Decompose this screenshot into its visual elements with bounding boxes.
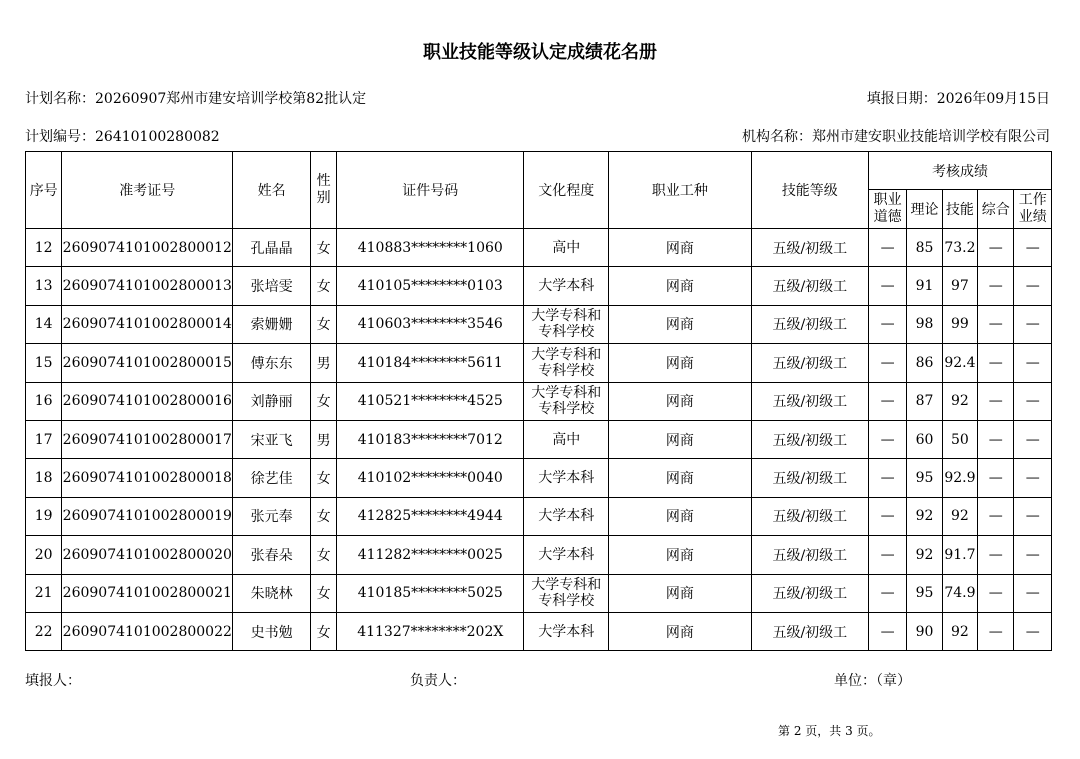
cell-occupation: 网商 (609, 267, 752, 305)
cell-education: 大学专科和 专科学校 (524, 305, 609, 343)
cell-seq: 17 (26, 420, 62, 458)
cell-name: 孔晶晶 (233, 229, 311, 267)
header-seq: 序号 (26, 152, 62, 229)
cell-skill: 92.4 (942, 344, 977, 382)
cell-ethics: — (868, 459, 906, 497)
cell-ethics: — (868, 536, 906, 574)
cell-skill-level: 五级/初级工 (751, 344, 868, 382)
cell-skill-level: 五级/初级工 (751, 459, 868, 497)
cell-seq: 20 (26, 536, 62, 574)
cell-name: 张春朵 (233, 536, 311, 574)
cell-gender: 女 (311, 536, 337, 574)
cell-id-no: 410183********7012 (337, 420, 524, 458)
cell-seq: 13 (26, 267, 62, 305)
table-row (26, 497, 1052, 535)
cell-skill: 73.2 (942, 229, 977, 267)
cell-occupation: 网商 (609, 420, 752, 458)
plan-number: 计划编号：26410100280082 (25, 129, 220, 145)
cell-seq: 21 (26, 574, 62, 612)
table-row (26, 420, 1052, 458)
cell-work: — (1014, 229, 1052, 267)
cell-skill-level: 五级/初级工 (751, 267, 868, 305)
table-row (26, 382, 1052, 420)
table-row (26, 344, 1052, 382)
cell-education: 大学本科 (524, 536, 609, 574)
cell-seq: 19 (26, 497, 62, 535)
cell-work: — (1014, 612, 1052, 650)
cell-gender: 女 (311, 612, 337, 650)
cell-occupation: 网商 (609, 382, 752, 420)
cell-occupation: 网商 (609, 574, 752, 612)
cell-work: — (1014, 536, 1052, 574)
cell-name: 宋亚飞 (233, 420, 311, 458)
cell-theory: 91 (907, 267, 942, 305)
cell-id-no: 411282********0025 (337, 536, 524, 574)
document-title: 职业技能等级认定成绩花名册 (423, 42, 657, 63)
cell-skill: 99 (942, 305, 977, 343)
table-row (26, 267, 1052, 305)
header-scores: 考核成绩 (868, 152, 1051, 190)
results-table (25, 151, 1052, 651)
table-row (26, 459, 1052, 497)
cell-work: — (1014, 267, 1052, 305)
cell-occupation: 网商 (609, 497, 752, 535)
cell-education: 高中 (524, 229, 609, 267)
cell-work: — (1014, 305, 1052, 343)
cell-skill-level: 五级/初级工 (751, 612, 868, 650)
cell-education: 大学本科 (524, 267, 609, 305)
cell-overall: — (978, 420, 1014, 458)
header-overall: 综合 (978, 190, 1014, 229)
cell-id-no: 410105********0103 (337, 267, 524, 305)
cell-exam-no: 2609074101002800017 (62, 420, 233, 458)
cell-skill-level: 五级/初级工 (751, 305, 868, 343)
cell-gender: 女 (311, 459, 337, 497)
cell-exam-no: 2609074101002800018 (62, 459, 233, 497)
cell-id-no: 410521********4525 (337, 382, 524, 420)
cell-overall: — (978, 497, 1014, 535)
cell-theory: 95 (907, 459, 942, 497)
cell-theory: 95 (907, 574, 942, 612)
cell-skill-level: 五级/初级工 (751, 382, 868, 420)
table-row (26, 536, 1052, 574)
cell-id-no: 410603********3546 (337, 305, 524, 343)
cell-theory: 92 (907, 536, 942, 574)
cell-overall: — (978, 267, 1014, 305)
cell-exam-no: 2609074101002800012 (62, 229, 233, 267)
page-indicator: 第 2 页，共 3 页。 (778, 724, 881, 738)
table-row (26, 612, 1052, 650)
cell-seq: 18 (26, 459, 62, 497)
organization-name: 机构名称：郑州市建安职业技能培训学校有限公司 (742, 129, 1050, 145)
cell-occupation: 网商 (609, 612, 752, 650)
cell-id-no: 412825********4944 (337, 497, 524, 535)
cell-id-no: 410184********5611 (337, 344, 524, 382)
cell-overall: — (978, 382, 1014, 420)
cell-name: 刘静丽 (233, 382, 311, 420)
cell-id-no: 410883********1060 (337, 229, 524, 267)
cell-work: — (1014, 459, 1052, 497)
cell-education: 大学本科 (524, 497, 609, 535)
cell-overall: — (978, 229, 1014, 267)
cell-gender: 女 (311, 382, 337, 420)
cell-education: 大学专科和 专科学校 (524, 344, 609, 382)
cell-name: 索姗姗 (233, 305, 311, 343)
cell-education: 大学专科和 专科学校 (524, 382, 609, 420)
cell-gender: 女 (311, 574, 337, 612)
cell-occupation: 网商 (609, 229, 752, 267)
cell-overall: — (978, 574, 1014, 612)
cell-ethics: — (868, 305, 906, 343)
cell-id-no: 411327********202X (337, 612, 524, 650)
unit-seal-label: 单位：（章） (834, 673, 911, 689)
cell-overall: — (978, 459, 1014, 497)
header-occupation: 职业工种 (609, 152, 752, 229)
cell-work: — (1014, 420, 1052, 458)
cell-occupation: 网商 (609, 305, 752, 343)
cell-seq: 15 (26, 344, 62, 382)
cell-name: 徐艺佳 (233, 459, 311, 497)
cell-skill: 91.7 (942, 536, 977, 574)
cell-overall: — (978, 612, 1014, 650)
table-header (26, 152, 1052, 229)
cell-skill-level: 五级/初级工 (751, 497, 868, 535)
cell-ethics: — (868, 497, 906, 535)
cell-theory: 92 (907, 497, 942, 535)
cell-theory: 60 (907, 420, 942, 458)
cell-occupation: 网商 (609, 459, 752, 497)
cell-skill-level: 五级/初级工 (751, 574, 868, 612)
cell-seq: 16 (26, 382, 62, 420)
cell-theory: 85 (907, 229, 942, 267)
cell-exam-no: 2609074101002800021 (62, 574, 233, 612)
cell-id-no: 410185********5025 (337, 574, 524, 612)
cell-overall: — (978, 344, 1014, 382)
cell-ethics: — (868, 229, 906, 267)
cell-ethics: — (868, 574, 906, 612)
cell-skill-level: 五级/初级工 (751, 536, 868, 574)
header-exam-no: 准考证号 (62, 152, 233, 229)
cell-gender: 女 (311, 229, 337, 267)
cell-gender: 女 (311, 305, 337, 343)
cell-ethics: — (868, 420, 906, 458)
fill-date: 填报日期：2026年09月15日 (866, 91, 1050, 107)
cell-overall: — (978, 305, 1014, 343)
cell-occupation: 网商 (609, 536, 752, 574)
cell-skill: 92 (942, 497, 977, 535)
cell-occupation: 网商 (609, 344, 752, 382)
cell-work: — (1014, 344, 1052, 382)
cell-work: — (1014, 382, 1052, 420)
header-ethics: 职业 道德 (868, 190, 906, 229)
header-skill-level: 技能等级 (751, 152, 868, 229)
filler-label: 填报人： (25, 673, 81, 689)
table-row (26, 305, 1052, 343)
cell-gender: 女 (311, 267, 337, 305)
cell-id-no: 410102********0040 (337, 459, 524, 497)
cell-education: 大学专科和 专科学校 (524, 574, 609, 612)
cell-gender: 男 (311, 420, 337, 458)
header-name: 姓名 (233, 152, 311, 229)
cell-theory: 86 (907, 344, 942, 382)
cell-exam-no: 2609074101002800013 (62, 267, 233, 305)
cell-gender: 女 (311, 497, 337, 535)
cell-skill: 92 (942, 612, 977, 650)
table-body (26, 229, 1052, 651)
cell-seq: 22 (26, 612, 62, 650)
cell-ethics: — (868, 344, 906, 382)
cell-exam-no: 2609074101002800015 (62, 344, 233, 382)
cell-exam-no: 2609074101002800016 (62, 382, 233, 420)
cell-name: 张培雯 (233, 267, 311, 305)
cell-exam-no: 2609074101002800020 (62, 536, 233, 574)
cell-ethics: — (868, 612, 906, 650)
cell-name: 史书勉 (233, 612, 311, 650)
cell-education: 大学本科 (524, 459, 609, 497)
cell-skill: 92 (942, 382, 977, 420)
header-theory: 理论 (907, 190, 942, 229)
header-skill: 技能 (942, 190, 977, 229)
cell-education: 高中 (524, 420, 609, 458)
cell-theory: 98 (907, 305, 942, 343)
cell-name: 张元奉 (233, 497, 311, 535)
header-work: 工作 业绩 (1014, 190, 1052, 229)
cell-seq: 14 (26, 305, 62, 343)
header-education: 文化程度 (524, 152, 609, 229)
cell-exam-no: 2609074101002800014 (62, 305, 233, 343)
cell-work: — (1014, 497, 1052, 535)
cell-ethics: — (868, 382, 906, 420)
cell-skill-level: 五级/初级工 (751, 229, 868, 267)
cell-theory: 87 (907, 382, 942, 420)
header-id-no: 证件号码 (337, 152, 524, 229)
cell-skill-level: 五级/初级工 (751, 420, 868, 458)
cell-name: 傅东东 (233, 344, 311, 382)
cell-exam-no: 2609074101002800019 (62, 497, 233, 535)
cell-work: — (1014, 574, 1052, 612)
cell-education: 大学本科 (524, 612, 609, 650)
plan-name: 计划名称：20260907郑州市建安培训学校第82批认定 (25, 91, 367, 107)
cell-skill: 74.9 (942, 574, 977, 612)
table-row (26, 574, 1052, 612)
table-row (26, 229, 1052, 267)
cell-skill: 92.9 (942, 459, 977, 497)
cell-seq: 12 (26, 229, 62, 267)
cell-skill: 97 (942, 267, 977, 305)
cell-skill: 50 (942, 420, 977, 458)
cell-gender: 男 (311, 344, 337, 382)
cell-theory: 90 (907, 612, 942, 650)
cell-overall: — (978, 536, 1014, 574)
cell-name: 朱晓林 (233, 574, 311, 612)
header-gender: 性 别 (311, 152, 337, 229)
cell-ethics: — (868, 267, 906, 305)
cell-exam-no: 2609074101002800022 (62, 612, 233, 650)
responsible-label: 负责人： (410, 673, 466, 689)
